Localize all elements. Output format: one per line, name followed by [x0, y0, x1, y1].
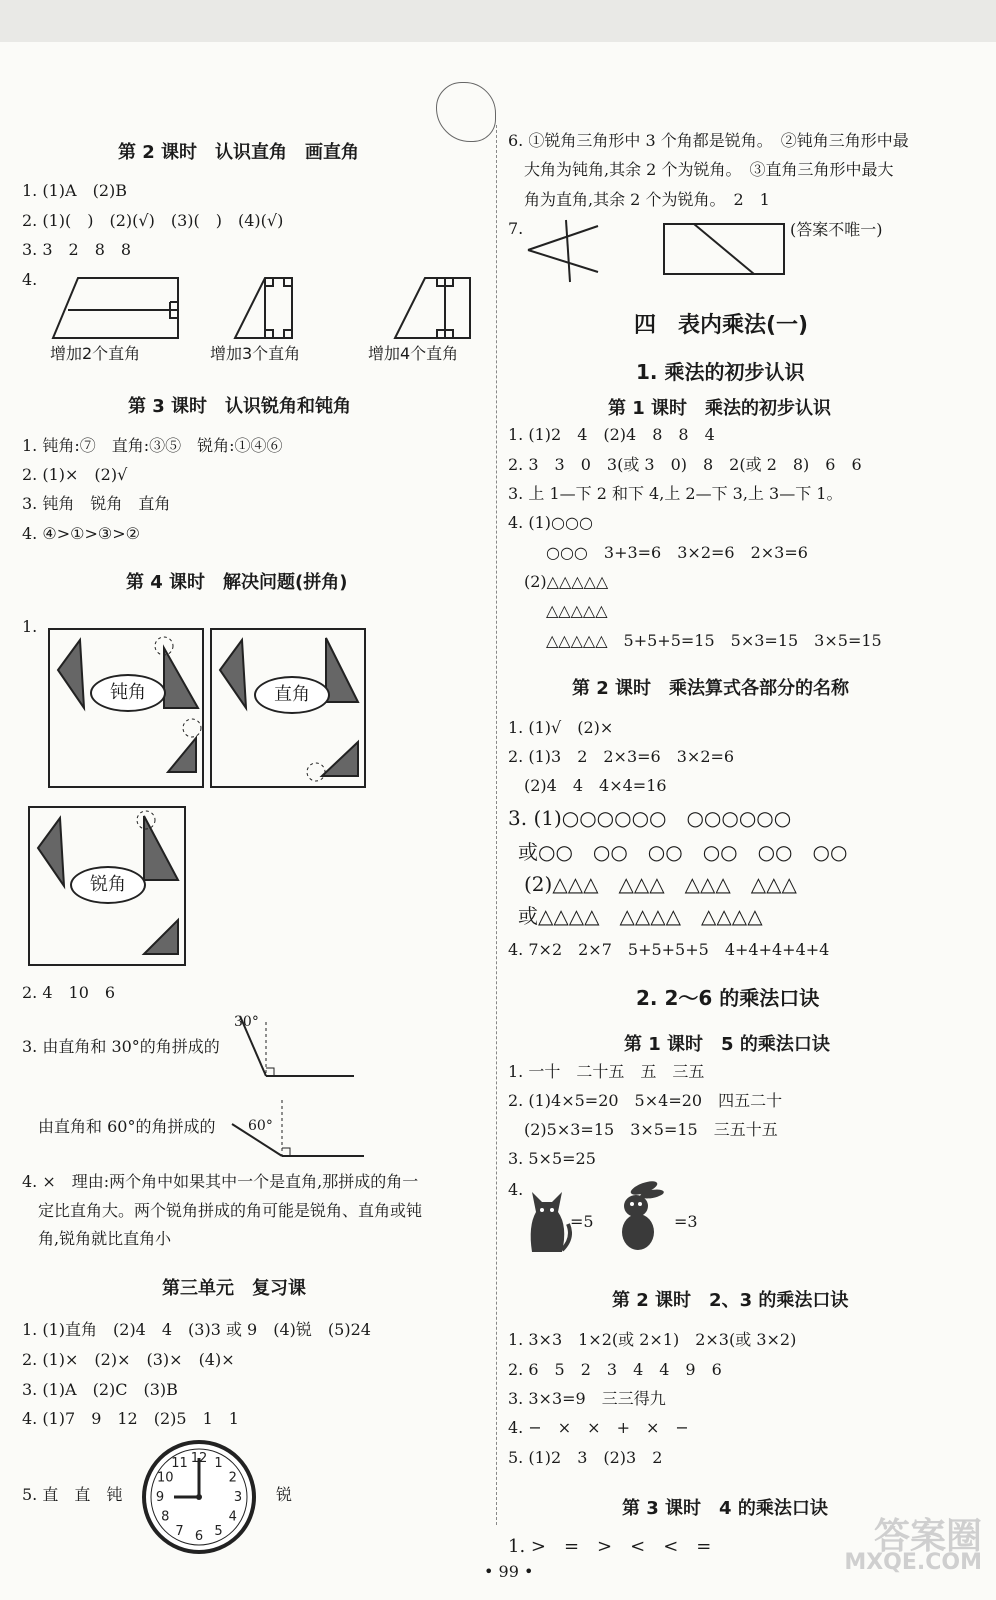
puzzle-box-acute: [28, 806, 186, 966]
clock-number: 9: [155, 1490, 165, 1505]
s1l1-q4a: 4. (1)○○○: [508, 513, 593, 532]
rev-q1: 1. (1)直角 (2)4 4 (3)3 或 9 (4)锐 (5)24: [22, 1320, 371, 1339]
l3-q2: 2. (1)× (2)√: [22, 465, 128, 484]
rev-q5-end: 锐: [276, 1485, 293, 1504]
s2l2-q1: 1. 3×3 1×2(或 2×1) 2×3(或 3×2): [508, 1330, 797, 1349]
l4-q3b: 由直角和 60°的角拼成的: [38, 1117, 216, 1136]
s1l1-q4d: △△△△△: [546, 601, 608, 620]
cat-answer: =5: [570, 1212, 594, 1231]
clock-number: 2: [228, 1470, 237, 1486]
clock-number: 4: [228, 1509, 237, 1525]
l4-q1: 1.: [22, 617, 38, 636]
cat-icon: [522, 1182, 572, 1254]
l4-q4-line2: 定比直角大。两个锐角拼成的角可能是锐角、直角或钝: [38, 1201, 423, 1220]
l4-q3a: 3. 由直角和 30°的角拼成的: [22, 1037, 220, 1056]
clock-icon: [140, 1438, 258, 1556]
section-1-title: 1. 乘法的初步认识: [636, 360, 805, 384]
s1l1-q1: 1. (1)2 4 (2)4 8 8 4: [508, 425, 715, 444]
review-title: 第三单元 复习课: [162, 1278, 306, 1299]
clock-number: 3: [233, 1490, 243, 1505]
section-2-title: 2. 2～6 的乘法口诀: [636, 986, 820, 1010]
l3-q4: 4. ④>①>③>②: [22, 524, 140, 543]
oval-label-acute: 锐角: [70, 866, 146, 904]
s2l2-q4: 4. − × × + × −: [508, 1418, 689, 1437]
s2l2-q5: 5. (1)2 3 (2)3 2: [508, 1448, 663, 1467]
fig-label-1: 增加2个直角: [50, 344, 141, 363]
s2-lesson-3-title: 第 3 课时 4 的乘法口诀: [622, 1498, 828, 1519]
column-divider: [496, 125, 497, 1525]
lesson-4-title: 第 4 课时 解决问题(拼角): [126, 572, 348, 593]
oval-label-obtuse: 钝角: [90, 674, 166, 712]
angle-60-label: 60°: [248, 1118, 273, 1134]
s2l2-q2: 2. 6 5 2 3 4 4 9 6: [508, 1360, 722, 1379]
clock-number: 12: [190, 1451, 208, 1466]
right-angle-shapes: [50, 270, 490, 345]
clock-number: 6: [194, 1529, 204, 1544]
s2-lesson-1-title: 第 1 课时 5 的乘法口诀: [624, 1034, 830, 1055]
clock-number: 11: [171, 1456, 188, 1472]
s2l2-q3: 3. 3×3=9 三三得九: [508, 1389, 666, 1408]
q7-note: (答案不唯一): [790, 220, 883, 239]
l2-q2: 2. (1)( ) (2)(√) (3)( ) (4)(√): [22, 211, 284, 230]
q7: 7.: [508, 219, 524, 238]
page-number: • 99 •: [484, 1562, 534, 1581]
oval-label-right: 直角: [254, 676, 330, 714]
s1l2-q4: 4. 7×2 2×7 5+5+5+5 4+4+4+4+4: [508, 940, 830, 959]
s2l1-q1: 1. 一十 二十五 五 三五: [508, 1062, 705, 1081]
angle-60-figure: [228, 1096, 368, 1166]
q7-figures: [524, 216, 804, 286]
s1l1-q3: 3. 上 1—下 2 和下 4,上 2—下 3,上 3—下 1。: [508, 484, 843, 503]
rabbit-icon: [612, 1180, 668, 1254]
clock-number: 7: [175, 1523, 184, 1539]
l4-q2: 2. 4 10 6: [22, 983, 116, 1002]
clock-number: 1: [214, 1456, 223, 1472]
s1l2-q3a: 3. (1)○○○○○○ ○○○○○○: [508, 806, 792, 830]
angle-30-label: 30°: [234, 1014, 259, 1030]
scan-top-band: [0, 0, 996, 42]
stamp-mark: [436, 82, 496, 142]
s1l2-q1: 1. (1)√ (2)×: [508, 718, 614, 737]
fig-label-3: 增加4个直角: [368, 344, 459, 363]
s1-lesson-1-title: 第 1 课时 乘法的初步认识: [608, 398, 832, 419]
lesson-3-title: 第 3 课时 认识锐角和钝角: [128, 396, 352, 417]
rev-q5: 5. 直 直 钝: [22, 1485, 123, 1504]
clock-number: 10: [156, 1470, 174, 1486]
s2l1-q2a: 2. (1)4×5=20 5×4=20 四五二十: [508, 1091, 783, 1110]
rabbit-answer: =3: [674, 1212, 698, 1231]
l2-q1: 1. (1)A (2)B: [22, 181, 127, 200]
l2-q3: 3. 3 2 8 8: [22, 240, 132, 259]
s1l2-q2a: 2. (1)3 2 2×3=6 3×2=6: [508, 747, 735, 766]
s1l1-q2: 2. 3 3 0 3(或 3 0) 8 2(或 2 8) 6 6: [508, 455, 862, 474]
l4-q4-line3: 角,锐角就比直角小: [38, 1229, 172, 1248]
rev-q3: 3. (1)A (2)C (3)B: [22, 1380, 178, 1399]
s1l1-q4b: ○○○ 3+3=6 3×2=6 2×3=6: [546, 543, 808, 562]
fig-label-2: 增加3个直角: [210, 344, 301, 363]
q6-line3: 角为直角,其余 2 个为锐角。 2 1: [524, 190, 770, 209]
unit-4-title: 四 表内乘法(一): [634, 313, 809, 338]
s1l1-q4e: △△△△△ 5+5+5=15 5×3=15 3×5=15: [546, 631, 882, 650]
clock-number: 8: [161, 1509, 170, 1525]
rev-q4: 4. (1)7 9 12 (2)5 1 1: [22, 1409, 239, 1428]
s2l1-q3: 3. 5×5=25: [508, 1149, 596, 1168]
lesson-2-title: 第 2 课时 认识直角 画直角: [118, 142, 360, 163]
s1l2-q3b: 或○○ ○○ ○○ ○○ ○○ ○○: [518, 840, 848, 864]
s1l2-q3c: (2)△△△ △△△ △△△ △△△: [524, 872, 797, 896]
s2l1-q2b: (2)5×3=15 3×5=15 三五十五: [524, 1120, 778, 1139]
s1l2-q3d: 或△△△△ △△△△ △△△△: [518, 904, 763, 928]
s2-lesson-2-title: 第 2 课时 2、3 的乘法口诀: [612, 1290, 849, 1311]
puzzle-box-right: [210, 628, 366, 788]
puzzle-box-obtuse: [48, 628, 204, 788]
s2l3-q1: 1. > = > < < =: [508, 1536, 712, 1557]
q6-line2: 大角为钝角,其余 2 个为锐角。 ③直角三角形中最大: [524, 160, 894, 179]
s1-lesson-2-title: 第 2 课时 乘法算式各部分的名称: [572, 678, 850, 699]
l2-q4: 4.: [22, 270, 38, 289]
clock-number: 5: [214, 1523, 223, 1539]
l4-q4-line1: 4. × 理由:两个角中如果其中一个是直角,那拼成的角一: [22, 1172, 419, 1191]
watermark-logo: 答案圈: [873, 1516, 982, 1557]
l3-q1: 1. 钝角:⑦ 直角:③⑤ 锐角:①④⑥: [22, 436, 283, 455]
s2l1-q4: 4.: [508, 1180, 524, 1199]
s1l2-q2b: (2)4 4 4×4=16: [524, 776, 667, 795]
rev-q2: 2. (1)× (2)× (3)× (4)×: [22, 1350, 235, 1369]
watermark-url: MXQE.COM: [844, 1550, 982, 1575]
s1l1-q4c: (2)△△△△△: [524, 572, 609, 591]
l3-q3: 3. 钝角 锐角 直角: [22, 494, 171, 513]
q6-line1: 6. ①锐角三角形中 3 个角都是锐角。 ②钝角三角形中最: [508, 131, 909, 150]
angle-30-figure: [232, 1010, 362, 1080]
